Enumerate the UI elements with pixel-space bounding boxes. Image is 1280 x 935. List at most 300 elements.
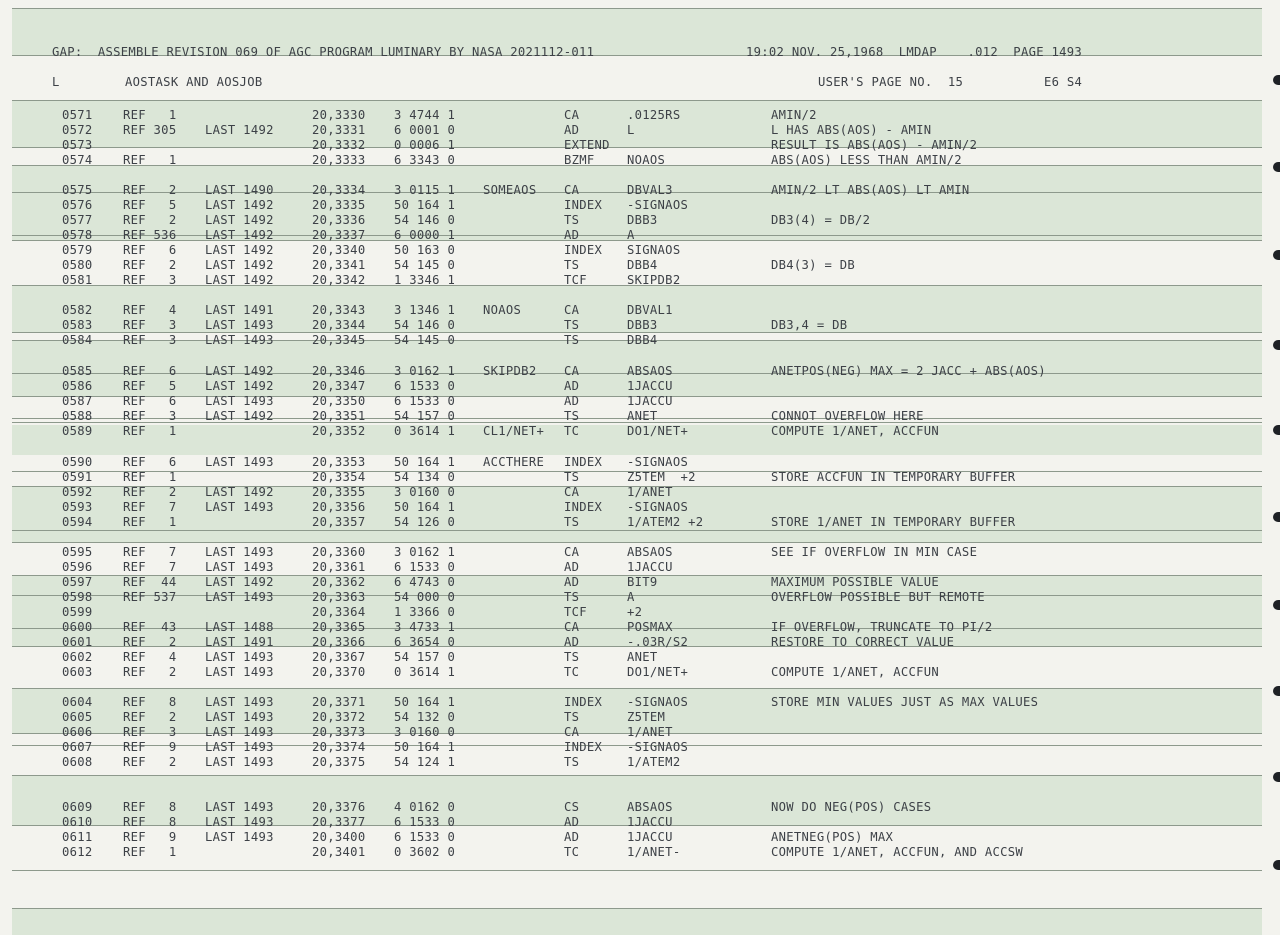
ref-count: REF 2 (123, 258, 177, 272)
operand: 1JACCU (627, 560, 673, 574)
address: 20,3331 (312, 123, 366, 137)
rule-line (12, 530, 1262, 531)
ref-count: REF 5 (123, 198, 177, 212)
operand: -SIGNAOS (627, 500, 689, 514)
line-number: 0603 (62, 665, 93, 679)
opcode: CA (564, 545, 580, 559)
opcode: TCF (564, 605, 587, 619)
line-number: 0581 (62, 273, 93, 287)
operand: DBVAL3 (627, 183, 673, 197)
octal-word: 6 1533 0 (394, 830, 456, 844)
last-ref: LAST 1493 (205, 650, 274, 664)
listing-line (0, 379, 1280, 394)
line-number: 0611 (62, 830, 93, 844)
line-number: 0588 (62, 409, 93, 423)
listing-line (0, 364, 1280, 379)
address: 20,3372 (312, 710, 366, 724)
last-ref: LAST 1492 (205, 123, 274, 137)
opcode: CA (564, 725, 580, 739)
opcode: INDEX (564, 455, 603, 469)
opcode: TS (564, 318, 580, 332)
address: 20,3344 (312, 318, 366, 332)
ref-count: REF 2 (123, 665, 177, 679)
octal-word: 3 0160 0 (394, 725, 456, 739)
last-ref: LAST 1493 (205, 545, 274, 559)
ref-count: REF 43 (123, 620, 177, 634)
comment: ANETPOS(NEG) MAX = 2 JACC + ABS(AOS) (771, 364, 1046, 378)
operand: 1/ANET (627, 725, 673, 739)
address: 20,3401 (312, 845, 366, 859)
line-number: 0605 (62, 710, 93, 724)
octal-word: 1 3346 1 (394, 273, 456, 287)
listing-line (0, 650, 1280, 665)
listing-line (0, 725, 1280, 740)
ref-count: REF 6 (123, 364, 177, 378)
listing-line (0, 665, 1280, 680)
listing-line (0, 183, 1280, 198)
operand: ANET (627, 409, 658, 423)
address: 20,3340 (312, 243, 366, 257)
last-ref: LAST 1493 (205, 500, 274, 514)
listing-line (0, 228, 1280, 243)
line-number: 0584 (62, 333, 93, 347)
ref-count: REF 2 (123, 183, 177, 197)
ref-count: REF 1 (123, 424, 177, 438)
line-number: 0606 (62, 725, 93, 739)
address: 20,3335 (312, 198, 366, 212)
listing-line (0, 273, 1280, 288)
line-number: 0600 (62, 620, 93, 634)
operand: -SIGNAOS (627, 198, 689, 212)
address: 20,3400 (312, 830, 366, 844)
comment: ANETNEG(POS) MAX (771, 830, 894, 844)
comment: DB3,4 = DB (771, 318, 848, 332)
ref-count: REF 4 (123, 650, 177, 664)
ref-count: REF 305 (123, 123, 177, 137)
ref-count: REF 1 (123, 153, 177, 167)
rule-line (12, 775, 1262, 776)
address: 20,3350 (312, 394, 366, 408)
comment: COMPUTE 1/ANET, ACCFUN (771, 665, 940, 679)
listing-line (0, 213, 1280, 228)
opcode: INDEX (564, 243, 603, 257)
comment: STORE 1/ANET IN TEMPORARY BUFFER (771, 515, 1016, 529)
address: 20,3345 (312, 333, 366, 347)
octal-word: 54 000 0 (394, 590, 456, 604)
last-ref: LAST 1493 (205, 455, 274, 469)
operand: DO1/NET+ (627, 424, 689, 438)
address: 20,3363 (312, 590, 366, 604)
listing-line (0, 153, 1280, 168)
line-number: 0592 (62, 485, 93, 499)
line-number: 0572 (62, 123, 93, 137)
comment: DB3(4) = DB/2 (771, 213, 871, 227)
operand: SKIPDB2 (627, 273, 681, 287)
listing-line (0, 394, 1280, 409)
address: 20,3334 (312, 183, 366, 197)
opcode: TS (564, 470, 580, 484)
opcode: CS (564, 800, 580, 814)
feed-hole (1273, 772, 1280, 782)
ref-count: REF 2 (123, 635, 177, 649)
address: 20,3330 (312, 108, 366, 122)
opcode: CA (564, 303, 580, 317)
line-number: 0591 (62, 470, 93, 484)
opcode: AD (564, 830, 580, 844)
operand: DBB3 (627, 318, 658, 332)
operand: DO1/NET+ (627, 665, 689, 679)
operand: 1/ATEM2 +2 (627, 515, 704, 529)
octal-word: 6 1533 0 (394, 560, 456, 574)
rule-line (12, 688, 1262, 689)
listing-line (0, 198, 1280, 213)
opcode: TS (564, 590, 580, 604)
address: 20,3364 (312, 605, 366, 619)
address: 20,3375 (312, 755, 366, 769)
line-number: 0602 (62, 650, 93, 664)
address: 20,3332 (312, 138, 366, 152)
operand: L (627, 123, 635, 137)
last-ref: LAST 1493 (205, 815, 274, 829)
octal-word: 54 126 0 (394, 515, 456, 529)
operand: 1/ANET- (627, 845, 681, 859)
ref-count: REF 1 (123, 845, 177, 859)
last-ref: LAST 1493 (205, 725, 274, 739)
address: 20,3336 (312, 213, 366, 227)
last-ref: LAST 1492 (205, 213, 274, 227)
address: 20,3374 (312, 740, 366, 754)
line-number: 0597 (62, 575, 93, 589)
listing-line (0, 258, 1280, 273)
last-ref: LAST 1493 (205, 394, 274, 408)
ref-count: REF 5 (123, 379, 177, 393)
listing-line (0, 740, 1280, 755)
comment: NOW DO NEG(POS) CASES (771, 800, 932, 814)
opcode: CA (564, 364, 580, 378)
ref-count: REF 8 (123, 800, 177, 814)
address: 20,3366 (312, 635, 366, 649)
octal-word: 50 164 1 (394, 695, 456, 709)
rule-line (12, 8, 1262, 9)
last-ref: LAST 1493 (205, 710, 274, 724)
comment: AMIN/2 LT ABS(AOS) LT AMIN (771, 183, 970, 197)
listing-line (0, 485, 1280, 500)
address: 20,3357 (312, 515, 366, 529)
comment: RESTORE TO CORRECT VALUE (771, 635, 955, 649)
operand: 1JACCU (627, 815, 673, 829)
feed-hole (1273, 860, 1280, 870)
listing-line (0, 243, 1280, 258)
octal-word: 50 164 1 (394, 455, 456, 469)
opcode: EXTEND (564, 138, 610, 152)
address: 20,3355 (312, 485, 366, 499)
listing-line (0, 605, 1280, 620)
last-ref: LAST 1492 (205, 575, 274, 589)
octal-word: 3 4744 1 (394, 108, 456, 122)
octal-word: 6 1533 0 (394, 394, 456, 408)
ref-count: REF 9 (123, 830, 177, 844)
label: NOAOS (483, 303, 522, 317)
line-number: 0576 (62, 198, 93, 212)
listing-line (0, 575, 1280, 590)
address: 20,3343 (312, 303, 366, 317)
users-page-number: USER'S PAGE NO. 15 (818, 75, 964, 89)
listing-line (0, 470, 1280, 485)
octal-word: 54 146 0 (394, 213, 456, 227)
listing-line (0, 545, 1280, 560)
line-number: 0582 (62, 303, 93, 317)
line-number: 0589 (62, 424, 93, 438)
address: 20,3376 (312, 800, 366, 814)
line-number: 0579 (62, 243, 93, 257)
ref-count: REF 2 (123, 755, 177, 769)
listing-line (0, 560, 1280, 575)
last-ref: LAST 1493 (205, 665, 274, 679)
line-number: 0609 (62, 800, 93, 814)
listing-line (0, 515, 1280, 530)
opcode: TS (564, 515, 580, 529)
listing-line (0, 500, 1280, 515)
line-number: 0574 (62, 153, 93, 167)
comment: AMIN/2 (771, 108, 817, 122)
listing-line (0, 710, 1280, 725)
line-number: 0571 (62, 108, 93, 122)
ref-count: REF 44 (123, 575, 177, 589)
comment: STORE MIN VALUES JUST AS MAX VALUES (771, 695, 1039, 709)
last-ref: LAST 1492 (205, 364, 274, 378)
listing-line (0, 800, 1280, 815)
octal-word: 3 0162 1 (394, 364, 456, 378)
address: 20,3352 (312, 424, 366, 438)
line-number: 0604 (62, 695, 93, 709)
octal-word: 0 3614 1 (394, 424, 456, 438)
listing-line (0, 333, 1280, 348)
opcode: INDEX (564, 198, 603, 212)
last-ref: LAST 1491 (205, 635, 274, 649)
address: 20,3353 (312, 455, 366, 469)
header-line-2 (0, 75, 1280, 90)
operand: 1JACCU (627, 379, 673, 393)
rule-line (12, 908, 1262, 909)
opcode: AD (564, 228, 580, 242)
opcode: CA (564, 620, 580, 634)
label: ACCTHERE (483, 455, 545, 469)
last-ref: LAST 1493 (205, 590, 274, 604)
last-ref: LAST 1490 (205, 183, 274, 197)
octal-word: 6 4743 0 (394, 575, 456, 589)
listing-line (0, 318, 1280, 333)
last-ref: LAST 1493 (205, 318, 274, 332)
octal-word: 54 157 0 (394, 409, 456, 423)
last-ref: LAST 1493 (205, 560, 274, 574)
octal-word: 50 163 0 (394, 243, 456, 257)
opcode: INDEX (564, 740, 603, 754)
ref-count: REF 6 (123, 394, 177, 408)
opcode: AD (564, 379, 580, 393)
ref-count: REF 3 (123, 725, 177, 739)
operand: -SIGNAOS (627, 455, 689, 469)
address: 20,3347 (312, 379, 366, 393)
line-number: 0607 (62, 740, 93, 754)
header-line-1 (0, 45, 1280, 60)
opcode: AD (564, 815, 580, 829)
last-ref: LAST 1492 (205, 198, 274, 212)
rule-line (12, 100, 1262, 101)
opcode: TS (564, 213, 580, 227)
octal-word: 0 0006 1 (394, 138, 456, 152)
octal-word: 50 164 1 (394, 500, 456, 514)
comment: COMPUTE 1/ANET, ACCFUN (771, 424, 940, 438)
last-ref: LAST 1492 (205, 228, 274, 242)
ref-count: REF 2 (123, 213, 177, 227)
opcode: TS (564, 258, 580, 272)
line-number: 0578 (62, 228, 93, 242)
operand: NOAOS (627, 153, 666, 167)
ref-count: REF 537 (123, 590, 177, 604)
assembly-title: GAP: ASSEMBLE REVISION 069 OF AGC PROGRAM LUMINARY BY NASA 2021112-011 (52, 45, 595, 59)
listing-line (0, 303, 1280, 318)
ref-count: REF 3 (123, 333, 177, 347)
line-number: 0590 (62, 455, 93, 469)
address: 20,3351 (312, 409, 366, 423)
operand: 1/ATEM2 (627, 755, 681, 769)
opcode: BZMF (564, 153, 595, 167)
ref-count: REF 1 (123, 108, 177, 122)
operand: Z5TEM (627, 710, 666, 724)
octal-word: 54 124 1 (394, 755, 456, 769)
line-number: 0583 (62, 318, 93, 332)
opcode: TC (564, 845, 580, 859)
ref-count: REF 7 (123, 500, 177, 514)
octal-word: 6 3343 0 (394, 153, 456, 167)
opcode: AD (564, 394, 580, 408)
comment: DB4(3) = DB (771, 258, 856, 272)
opcode: TS (564, 710, 580, 724)
last-ref: LAST 1492 (205, 485, 274, 499)
line-number: 0599 (62, 605, 93, 619)
ref-count: REF 2 (123, 485, 177, 499)
ref-count: REF 1 (123, 515, 177, 529)
listing-line (0, 409, 1280, 424)
octal-word: 6 3654 0 (394, 635, 456, 649)
comment: CONNOT OVERFLOW HERE (771, 409, 924, 423)
octal-word: 6 0000 1 (394, 228, 456, 242)
last-ref: LAST 1493 (205, 800, 274, 814)
octal-word: 6 1533 0 (394, 815, 456, 829)
listing-line (0, 138, 1280, 153)
label: CL1/NET+ (483, 424, 545, 438)
line-number: 0595 (62, 545, 93, 559)
line-number: 0577 (62, 213, 93, 227)
ref-count: REF 9 (123, 740, 177, 754)
octal-word: 3 0160 0 (394, 485, 456, 499)
last-ref: LAST 1492 (205, 258, 274, 272)
ref-count: REF 4 (123, 303, 177, 317)
listing-line (0, 108, 1280, 123)
octal-word: 54 146 0 (394, 318, 456, 332)
line-number: 0587 (62, 394, 93, 408)
address: 20,3341 (312, 258, 366, 272)
section-label: L (52, 75, 60, 89)
octal-word: 6 0001 0 (394, 123, 456, 137)
ref-count: REF 2 (123, 710, 177, 724)
listing-line (0, 123, 1280, 138)
listing-line (0, 635, 1280, 650)
line-number: 0575 (62, 183, 93, 197)
listing-line (0, 755, 1280, 770)
comment: IF OVERFLOW, TRUNCATE TO PI/2 (771, 620, 993, 634)
run-date-page: 19:02 NOV. 25,1968 LMDAP .012 PAGE 1493 (746, 45, 1083, 59)
ref-count: REF 1 (123, 470, 177, 484)
last-ref: LAST 1492 (205, 409, 274, 423)
operand: ANET (627, 650, 658, 664)
address: 20,3337 (312, 228, 366, 242)
opcode: TC (564, 424, 580, 438)
ref-count: REF 536 (123, 228, 177, 242)
listing-line (0, 830, 1280, 845)
label: SKIPDB2 (483, 364, 537, 378)
ref-count: REF 3 (123, 318, 177, 332)
ref-count: REF 8 (123, 815, 177, 829)
last-ref: LAST 1493 (205, 830, 274, 844)
line-number: 0585 (62, 364, 93, 378)
opcode: INDEX (564, 500, 603, 514)
address: 20,3356 (312, 500, 366, 514)
opcode: TS (564, 333, 580, 347)
line-number: 0598 (62, 590, 93, 604)
octal-word: 54 157 0 (394, 650, 456, 664)
line-number: 0608 (62, 755, 93, 769)
greenbar-band (12, 908, 1262, 935)
operand: 1/ANET (627, 485, 673, 499)
page-code: E6 S4 (1044, 75, 1083, 89)
address: 20,3373 (312, 725, 366, 739)
octal-word: 3 1346 1 (394, 303, 456, 317)
opcode: AD (564, 575, 580, 589)
ref-count: REF 7 (123, 560, 177, 574)
line-number: 0610 (62, 815, 93, 829)
address: 20,3365 (312, 620, 366, 634)
operand: A (627, 590, 635, 604)
rule-line (12, 870, 1262, 871)
operand: .0125RS (627, 108, 681, 122)
listing-line (0, 620, 1280, 635)
ref-count: REF 3 (123, 409, 177, 423)
address: 20,3370 (312, 665, 366, 679)
listing-line (0, 455, 1280, 470)
octal-word: 54 134 0 (394, 470, 456, 484)
address: 20,3362 (312, 575, 366, 589)
opcode: AD (564, 560, 580, 574)
listing-line (0, 590, 1280, 605)
operand: DBB4 (627, 333, 658, 347)
octal-word: 6 1533 0 (394, 379, 456, 393)
octal-word: 0 3602 0 (394, 845, 456, 859)
comment: RESULT IS ABS(AOS) - AMIN/2 (771, 138, 978, 152)
address: 20,3361 (312, 560, 366, 574)
rule-line (12, 542, 1262, 543)
last-ref: LAST 1488 (205, 620, 274, 634)
comment: L HAS ABS(AOS) - AMIN (771, 123, 932, 137)
octal-word: 50 164 1 (394, 198, 456, 212)
line-number: 0594 (62, 515, 93, 529)
operand: DBB4 (627, 258, 658, 272)
octal-word: 0 3614 1 (394, 665, 456, 679)
operand: DBB3 (627, 213, 658, 227)
operand: A (627, 228, 635, 242)
line-number: 0601 (62, 635, 93, 649)
ref-count: REF 6 (123, 455, 177, 469)
